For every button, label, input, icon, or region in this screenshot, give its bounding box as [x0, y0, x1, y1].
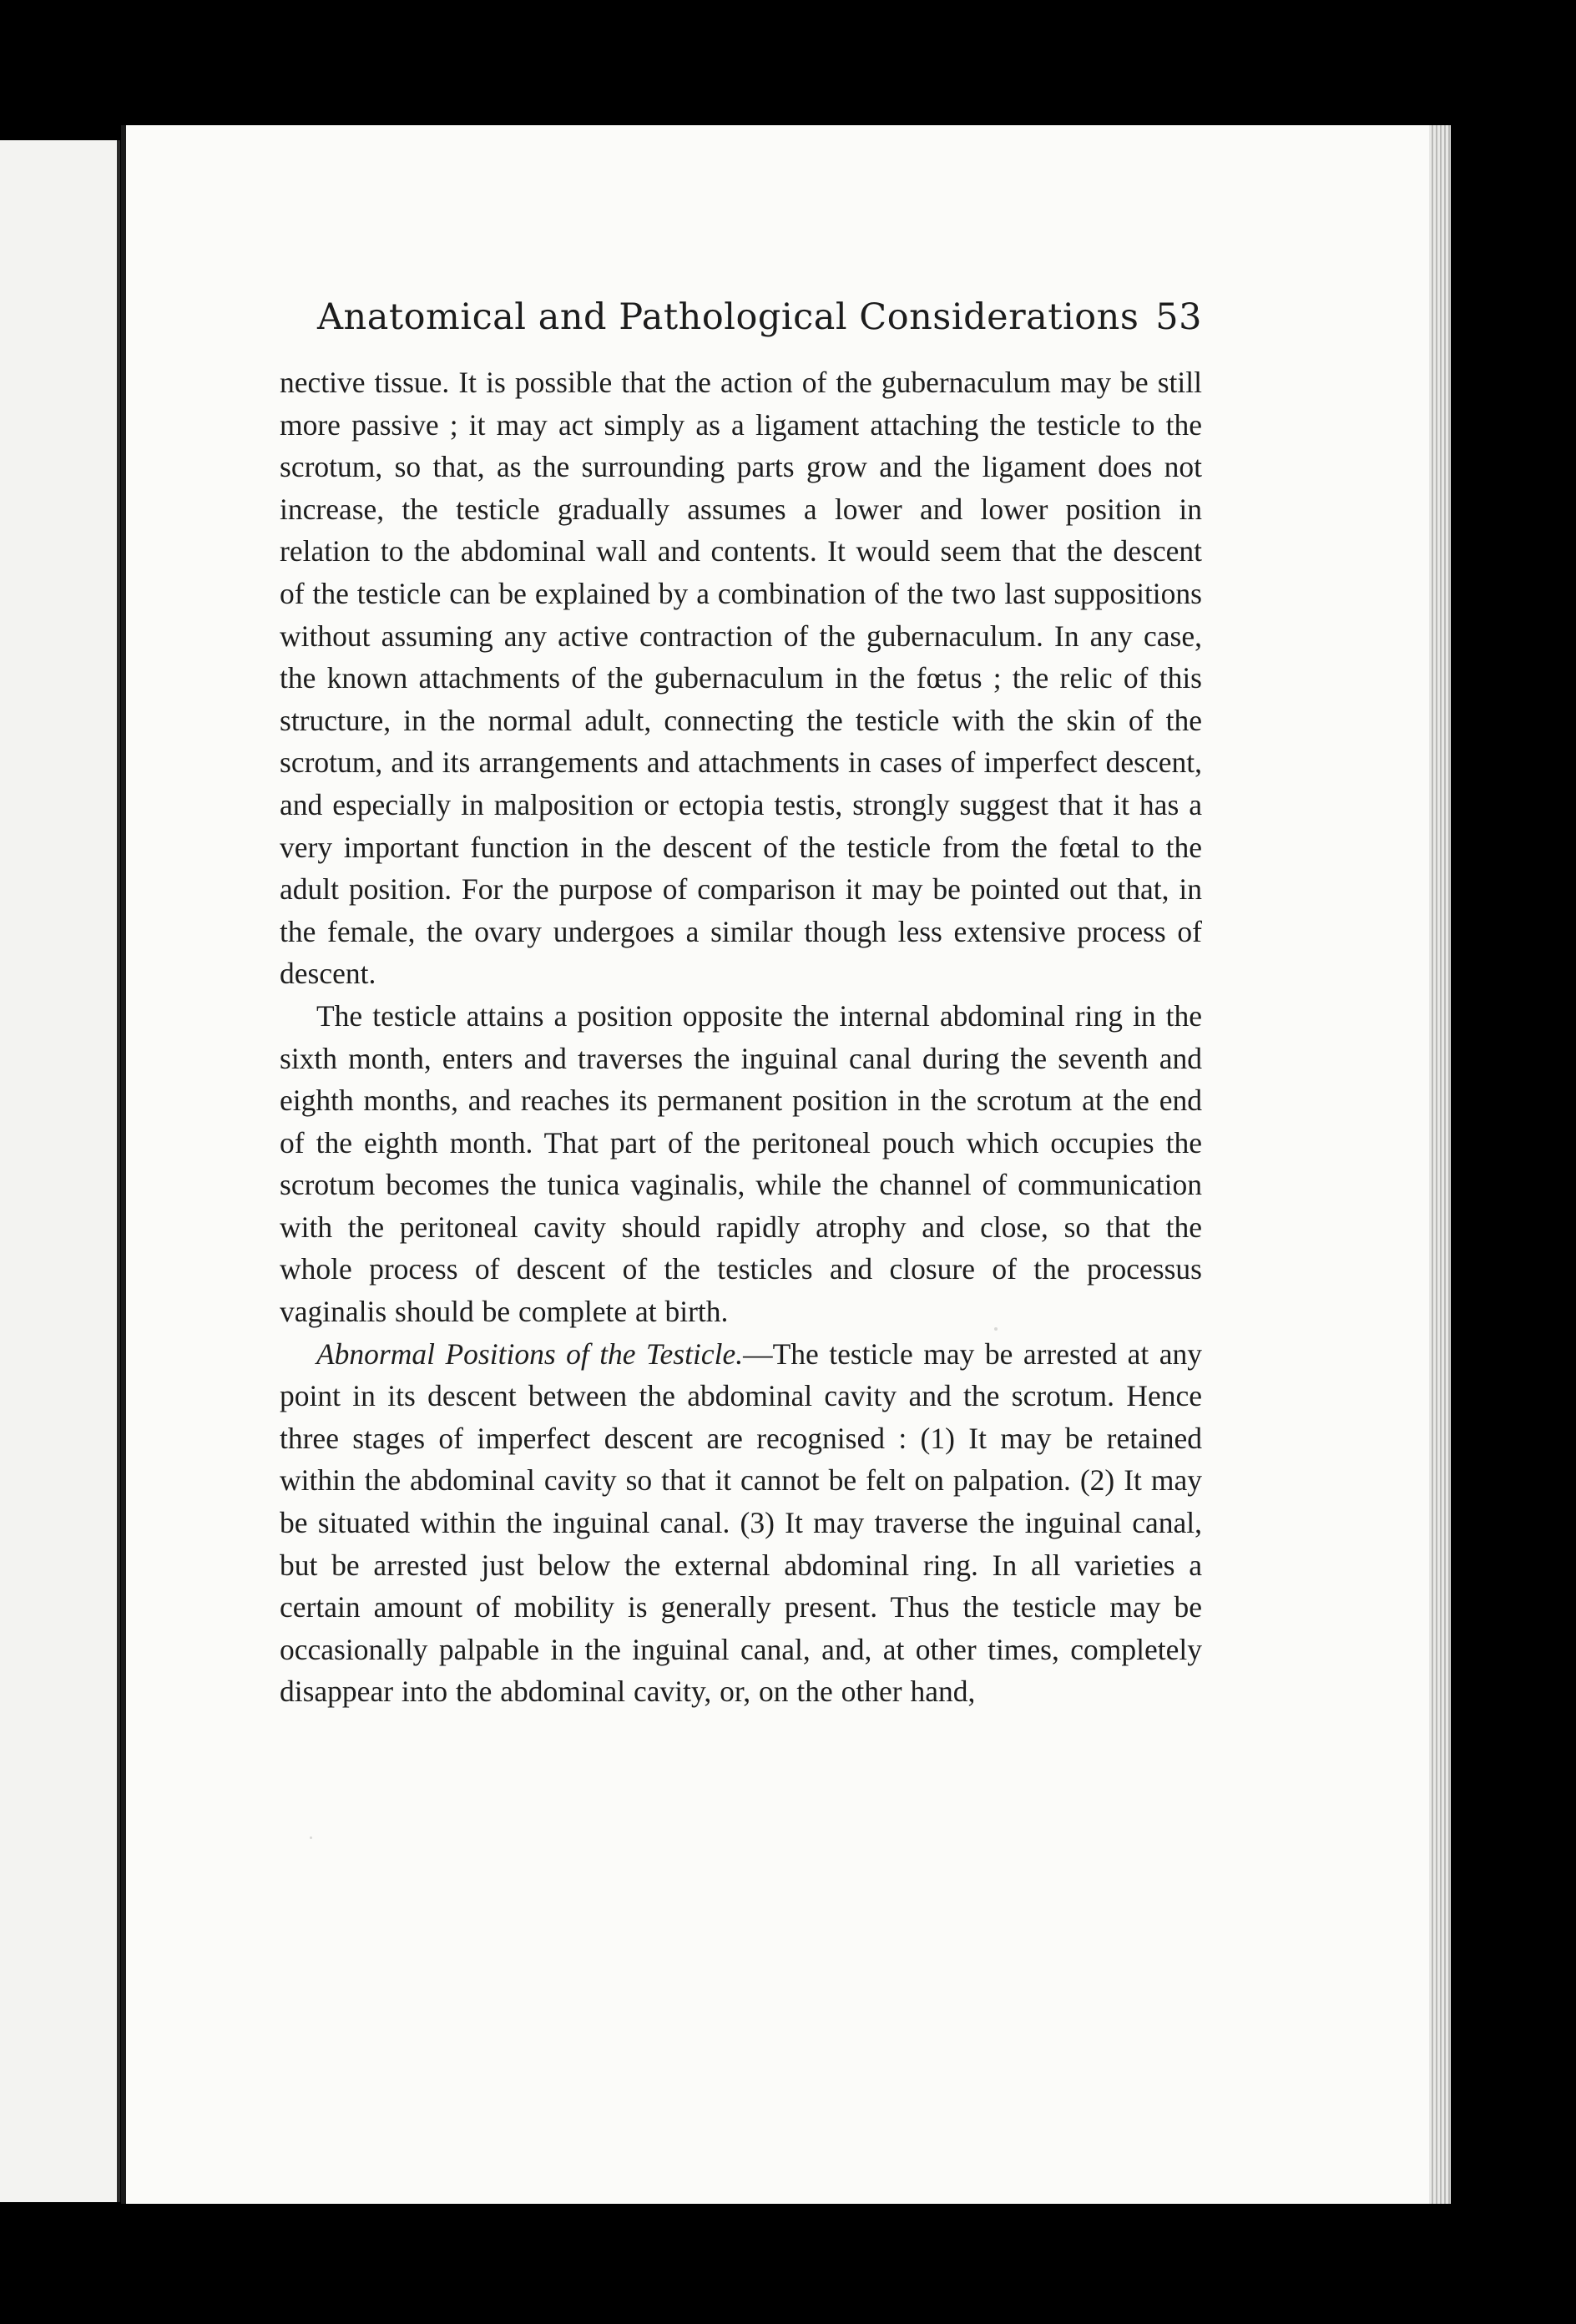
previous-page-edge — [0, 140, 120, 2202]
running-head-title: Anatomical and Pathological Considerations — [317, 296, 1139, 338]
page-number: 53 — [1155, 296, 1202, 338]
paper-speck — [310, 1836, 312, 1839]
paragraph-continued: nective tissue. It is possible that the action of the gubernaculum may be still more passive ; it may act simply as a ligament attaching the testicle to the scrotum, so that, as the surrounding parts grow and the ligament does not increase, the testicle gradually assumes a lower and lower position in relation to the abdominal wall and contents. It would seem that the descent of the testicle can be explained by a combination of the two last suppositions without assuming any active contraction of the gubernaculum. In any case, the known attachments of the gubernaculum in the fœtus ; the relic of this structure, in the normal adult, connecting the testicle with the skin of the scrotum, and its arrangements and attachments in cases of imperfect descent, and especially in malposition or ectopia testis, strongly suggest that it has a very important function in the descent of the testicle from the fœtal to the adult position. For the purpose of comparison it may be pointed out that, in the female, the ovary undergoes a similar though less extensive process of descent. — [280, 366, 1202, 991]
section-heading-abnormal-positions: Abnormal Positions of the Testicle. — [316, 1336, 744, 1371]
paragraph-abnormal-positions — [280, 1333, 1202, 1713]
page-stack-edges — [1429, 125, 1451, 2204]
paragraph-descent-timing: The testicle attains a position opposite the internal abdominal ring in the sixth month, enters and traverses the inguinal canal during the seventh and eighth months, and reaches its permanent position in the scrotum at the end of the eighth month. That part of the peritoneal pouch which occupies the scrotum becomes the tunica vaginalis, while the channel of communication with the peritoneal cavity should rapidly atrophy and close, so that the whole process of descent of the testicles and closure of the processus vaginalis should be complete at birth. — [280, 998, 1202, 1329]
running-head — [280, 296, 1202, 338]
paragraph-abnormal-positions-text: —The testicle may be arrested at any point in its descent between the abdominal cavity and the scrotum. Hence three stages of imperfect descent are recognised : (1) It may be retained within the abdominal cavity so that it cannot be felt on palpation. (2) It may be situated within the inguinal canal. (3) It may traverse the inguinal canal, but be arrested just below the external abdominal ring. In all varieties a certain amount of mobility is generally present. Thus the testicle may be occasionally palpable in the inguinal canal, and, at other times, completely disappear into the abdominal cavity, or, on the other hand, — [280, 1336, 1203, 1709]
page-content — [280, 296, 1202, 1713]
